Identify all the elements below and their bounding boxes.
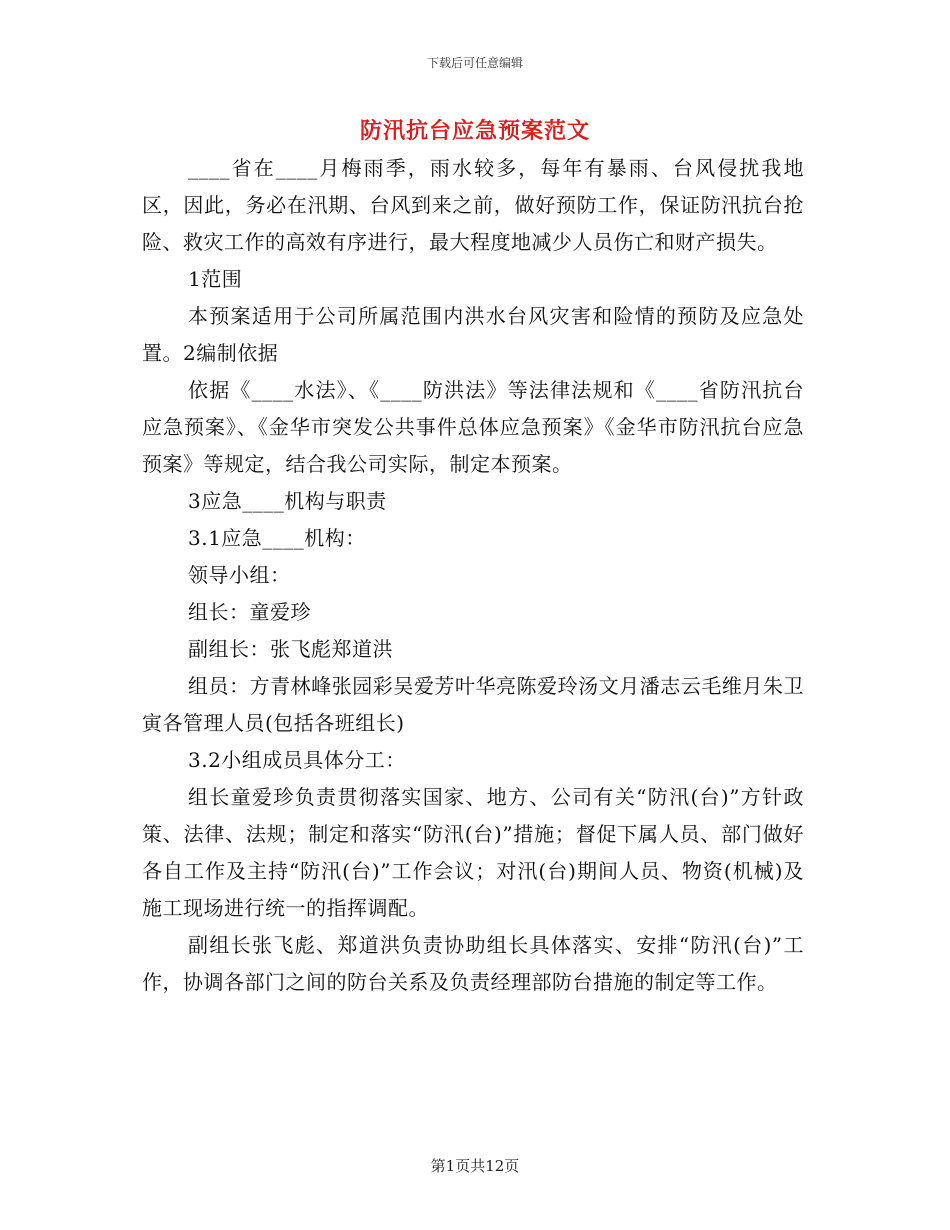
leadership-group-label: 领导小组： bbox=[188, 563, 291, 587]
group-leader-line: 组长：童爱珍 bbox=[188, 600, 311, 624]
paragraph-intro: ____省在____月梅雨季，雨水较多，每年有暴雨、台风侵扰我地区，因此，务必在汛期、台风到来之前，做好预防工作，保证防汛抗台抢险、救灾工作的高效有序进行，最大程度地减少人员伤亡和财产损失。 bbox=[142, 156, 804, 254]
members-line: 组员：方青林峰张园彩吴爱芳叶华亮陈爱玲汤文月潘志云毛维月朱卫寅各管理人员(包括各班组长) bbox=[142, 674, 804, 735]
header-note: 下载后可任意编辑 bbox=[426, 56, 523, 70]
deputy-leader-line: 副组长：张飞彪郑道洪 bbox=[188, 637, 393, 661]
paragraph-leader-duties: 组长童爱珍负责贯彻落实国家、地方、公司有关“防汛(台)”方针政策、法律、法规；制定和落实“防汛(台)”措施；督促下属人员、部门做好各自工作及主持“防汛(台)”工作会议；对汛(台)期间人员、物资(机械)及施工现场进行统一的指挥调配。 bbox=[142, 785, 804, 920]
paragraph-scope: 本预案适用于公司所属范围内洪水台风灾害和险情的预防及应急处置。2编制依据 bbox=[142, 304, 804, 365]
document-body bbox=[142, 150, 804, 1001]
paragraph-basis: 依据《____水法》、《____防洪法》等法律法规和《____省防汛抗台应急预案》、《金华市突发公共事件总体应急预案》《金华市防汛抗台应急预案》等规定，结合我公司实际，制定本预案。 bbox=[142, 378, 804, 476]
paragraph-deputy-duties: 副组长张飞彪、郑道洪负责协助组长具体落实、安排“防汛(台)”工作，协调各部门之间的防台关系及负责经理部防台措施的制定等工作。 bbox=[142, 933, 804, 994]
page-indicator: 第1页共12页 bbox=[430, 1157, 520, 1175]
document-title: 防汛抗台应急预案范文 bbox=[359, 118, 590, 144]
section-heading-scope: 1范围 bbox=[188, 267, 243, 291]
subsection-heading-duties: 3.2小组成员具体分工： bbox=[188, 748, 406, 772]
subsection-heading-organization: 3.1应急____机构： bbox=[188, 526, 366, 550]
section-heading-organization: 3应急____机构与职责 bbox=[188, 489, 387, 513]
